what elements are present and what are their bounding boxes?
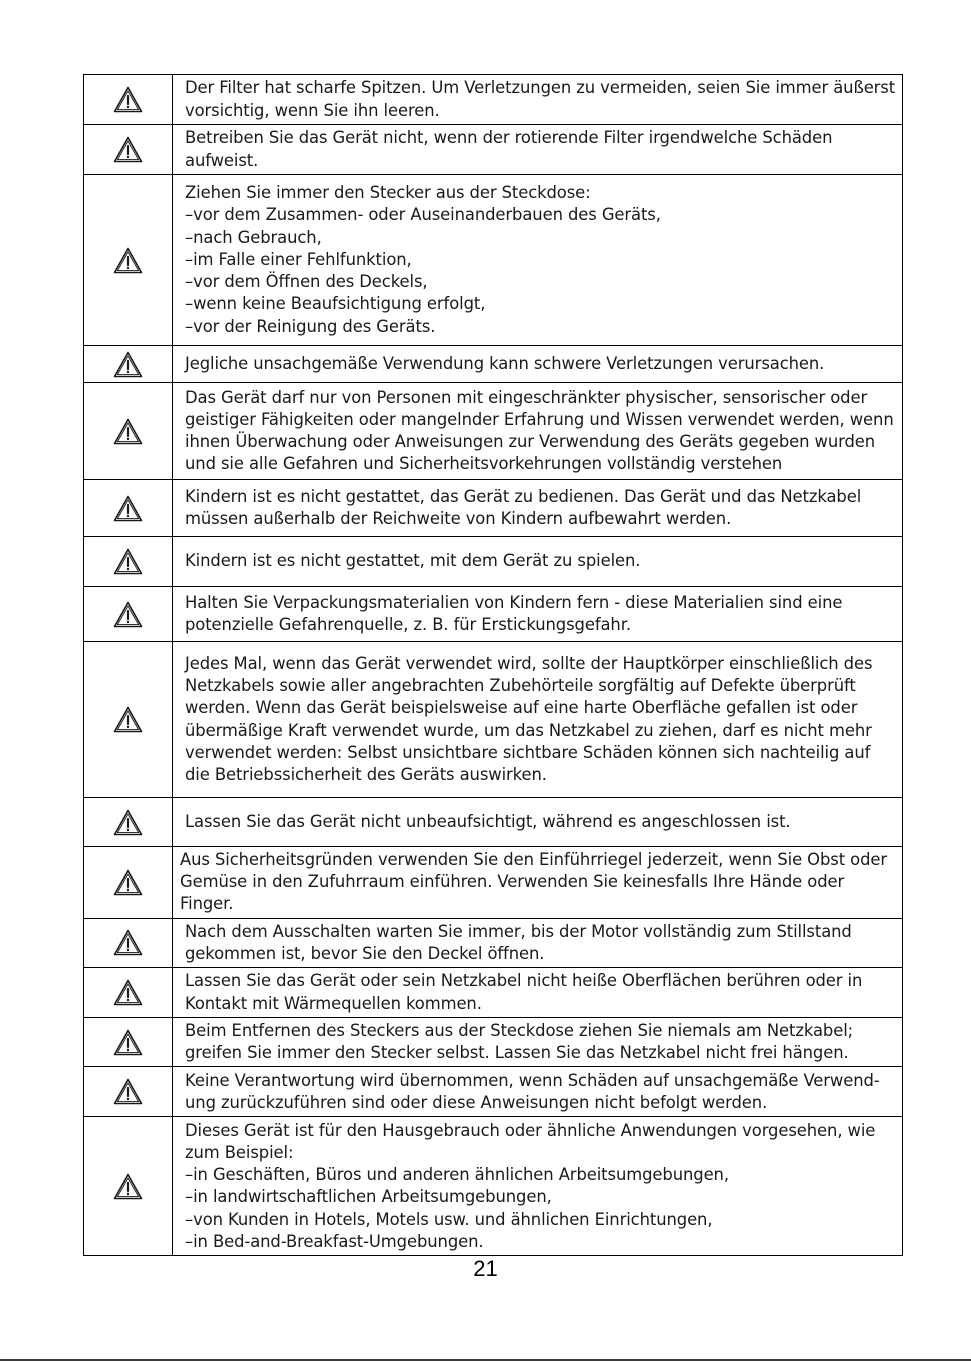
- instruction-row-16: [84, 1117, 903, 1256]
- icon-cell: [84, 346, 173, 383]
- warning-triangle-icon: [113, 548, 143, 575]
- instruction-row-2: [84, 125, 903, 175]
- instruction-text: Halten Sie Verpackungsmaterialien von Kindern fern - diese Materialien sind eine potenzielle Gefahrenquelle, z. B. für Erstickungsgefahr.: [173, 587, 903, 642]
- instruction-row-12: [84, 918, 903, 967]
- warning-triangle-icon: [113, 495, 143, 522]
- warning-triangle-icon: [113, 1173, 143, 1200]
- instruction-text: Kindern ist es nicht gestattet, mit dem Gerät zu spielen.: [173, 537, 903, 587]
- instruction-text: Nach dem Ausschalten warten Sie immer, bis der Motor vollständig zum Stillstand gekommen ist, bevor Sie den Deckel öffnen.: [173, 918, 903, 967]
- icon-cell: [84, 537, 173, 587]
- warning-triangle-icon: [113, 809, 143, 836]
- instruction-row-9: [84, 642, 903, 798]
- instruction-text: Lassen Sie das Gerät oder sein Netzkabel nicht heiße Oberflächen berühren oder in Kontakt mit Wärmequellen kommen.: [173, 968, 903, 1018]
- instruction-text: Betreiben Sie das Gerät nicht, wenn der rotierende Filter irgendwelche Schäden aufweist.: [173, 125, 903, 175]
- icon-cell: [84, 383, 173, 480]
- icon-cell: [84, 587, 173, 642]
- icon-cell: [84, 1067, 173, 1117]
- icon-cell: [84, 847, 173, 919]
- instruction-text: Das Gerät darf nur von Personen mit eingeschränkter physischer, sensorischer oder geistiger Fähigkeiten oder mangelnder Erfahrung und Wissen verwendet werden, wenn ihnen Überwachung oder Anweisungen zur Verwendung des Geräts gegeben wurden und sie alle Gefahren und Sicherheitsvorkehrungen vollständig verstehen: [173, 383, 903, 480]
- icon-cell: [84, 798, 173, 847]
- instruction-row-4: [84, 346, 903, 383]
- warning-triangle-icon: [113, 929, 143, 956]
- icon-cell: [84, 125, 173, 175]
- page-number: 21: [473, 1256, 498, 1281]
- icon-cell: [84, 918, 173, 967]
- instruction-text: Beim Entfernen des Steckers aus der Steckdose ziehen Sie niemals am Netzkabel; greifen Sie immer den Stecker selbst. Lassen Sie das Netzkabel nicht frei hängen.: [173, 1018, 903, 1067]
- warning-triangle-icon: [113, 351, 143, 378]
- instruction-row-15: [84, 1067, 903, 1117]
- instruction-row-11: [84, 847, 903, 919]
- icon-cell: [84, 1018, 173, 1067]
- warning-triangle-icon: [113, 136, 143, 163]
- icon-cell: [84, 75, 173, 125]
- page-bottom-rule: [0, 1359, 971, 1361]
- icon-cell: [84, 175, 173, 346]
- instruction-row-7: [84, 537, 903, 587]
- warning-triangle-icon: [113, 86, 143, 113]
- instruction-row-6: [84, 480, 903, 537]
- icon-cell: [84, 1117, 173, 1256]
- instruction-row-8: [84, 587, 903, 642]
- instruction-row-5: [84, 383, 903, 480]
- instruction-text: Der Filter hat scharfe Spitzen. Um Verletzungen zu vermeiden, seien Sie immer äußerst vorsichtig, wenn Sie ihn leeren.: [173, 75, 903, 125]
- icon-cell: [84, 968, 173, 1018]
- instruction-row-14: [84, 1018, 903, 1067]
- warning-triangle-icon: [113, 1078, 143, 1105]
- warning-triangle-icon: [113, 418, 143, 445]
- instruction-text: Lassen Sie das Gerät nicht unbeaufsichtigt, während es angeschlossen ist.: [173, 798, 903, 847]
- warning-triangle-icon: [113, 601, 143, 628]
- warning-triangle-icon: [113, 706, 143, 733]
- instruction-row-13: [84, 968, 903, 1018]
- safety-instructions-table: [83, 74, 903, 1256]
- table-edge-line: [902, 1232, 903, 1254]
- instruction-text: Aus Sicherheitsgründen verwenden Sie den Einführriegel jederzeit, wenn Sie Obst oder Gemüse in den Zufuhrraum einführen. Verwenden Sie keinesfalls Ihre Hände oder Finger.: [173, 847, 903, 919]
- instruction-row-3: [84, 175, 903, 346]
- instruction-text: Kindern ist es nicht gestattet, das Gerät zu bedienen. Das Gerät und das Netzkabel müssen außerhalb der Reichweite von Kindern aufbewahrt werden.: [173, 480, 903, 537]
- warning-triangle-icon: [113, 1029, 143, 1056]
- warning-triangle-icon: [113, 869, 143, 896]
- instruction-text: Jedes Mal, wenn das Gerät verwendet wird, sollte der Hauptkörper einschließlich des Netzkabels sowie aller angebrachten Zubehörteile sorgfältig auf Defekte überprüft werden. Wenn das Gerät beispielsweise auf eine harte Oberfläche gefallen ist oder übermäßige Kraft verwendet wurde, um das Netzkabel zu ziehen, darf es nicht mehr verwendet werden: Selbst unsichtbare sichtbare Schäden können sich nachteilig auf die Betriebssicherheit des Geräts auswirken.: [173, 642, 903, 798]
- warning-triangle-icon: [113, 979, 143, 1006]
- instruction-text: Dieses Gerät ist für den Hausgebrauch oder ähnliche Anwendungen vorgesehen, wie zum Beispiel: –in Geschäften, Büros und anderen ähnlichen Arbeitsumgebungen, –in landwirtschaftlichen Arbeitsumgebungen, –von Kunden in Hotels, Motels usw. und ähnlichen Einrichtungen, –in Bed-and-Breakfast-Umgebungen.: [173, 1117, 903, 1256]
- instruction-row-1: [84, 75, 903, 125]
- instruction-text: Keine Verantwortung wird übernommen, wenn Schäden auf unsachgemäße Verwend-ung zurückzuführen sind oder diese Anweisungen nicht befolgt werden.: [173, 1067, 903, 1117]
- warning-triangle-icon: [113, 247, 143, 274]
- instruction-row-10: [84, 798, 903, 847]
- icon-cell: [84, 642, 173, 798]
- instruction-text: Jegliche unsachgemäße Verwendung kann schwere Verletzungen verursachen.: [173, 346, 903, 383]
- instruction-text: Ziehen Sie immer den Stecker aus der Steckdose: –vor dem Zusammen- oder Auseinanderbauen des Geräts, –nach Gebrauch, –im Falle einer Fehlfunktion, –vor dem Öffnen des Deckels, –wenn keine Beaufsichtigung erfolgt, –vor der Reinigung des Geräts.: [173, 175, 903, 346]
- icon-cell: [84, 480, 173, 537]
